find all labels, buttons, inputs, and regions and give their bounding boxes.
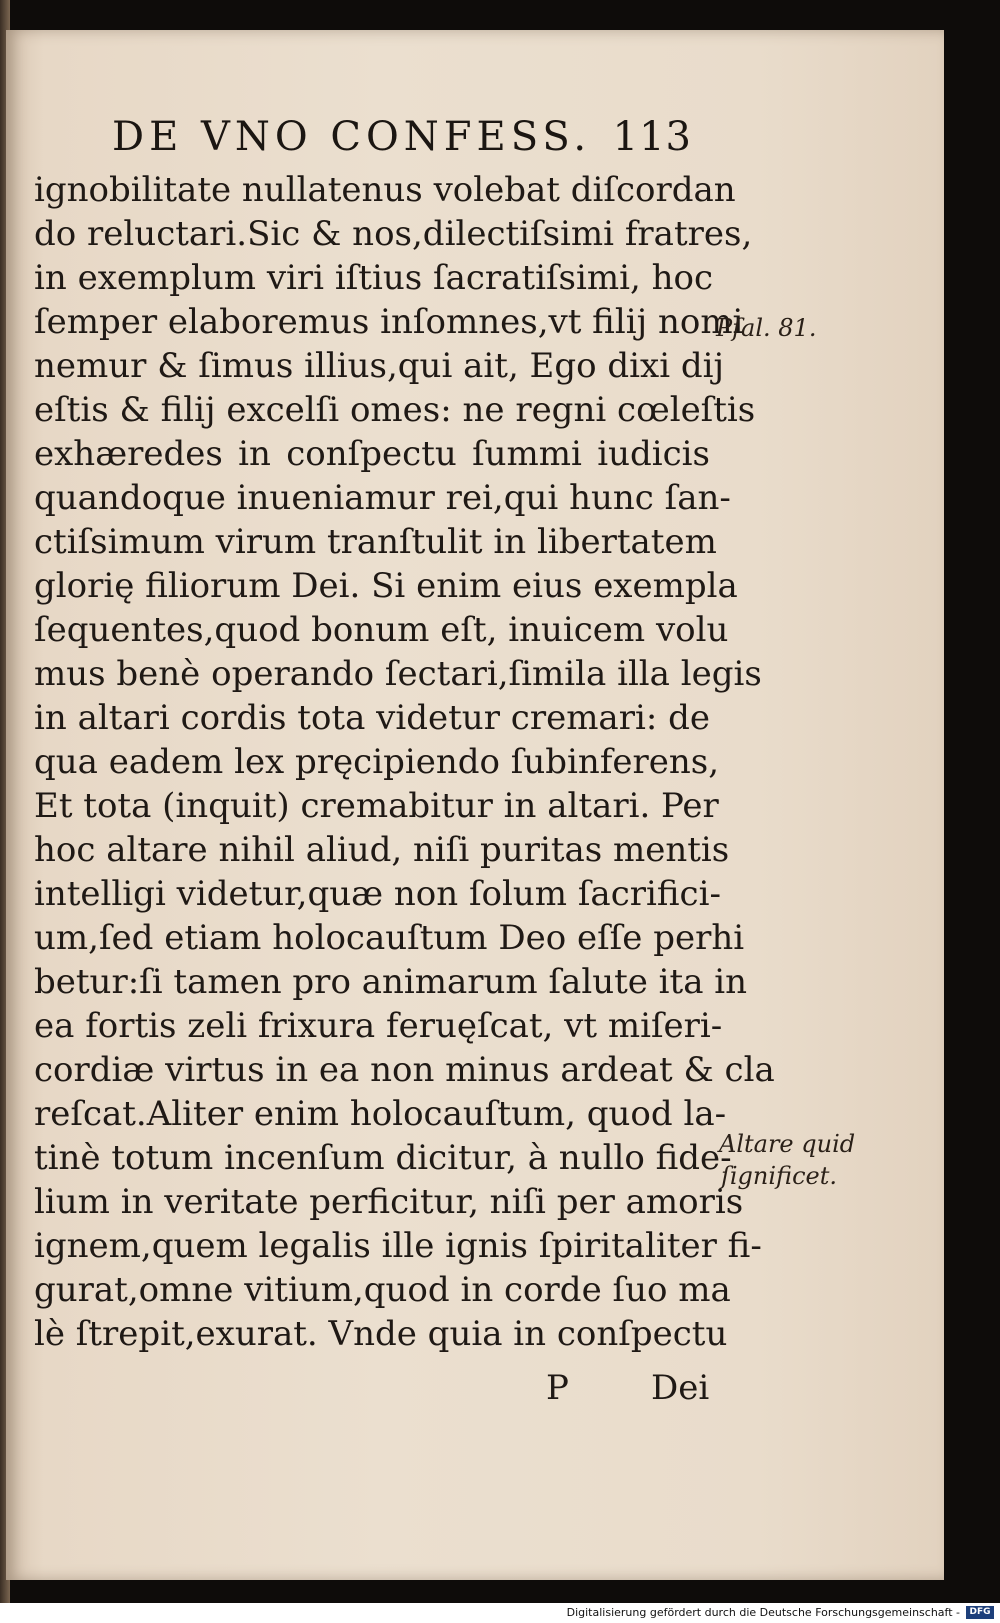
text-line: ctiſsimum virum tranſtulit in libertatem — [34, 522, 717, 562]
text-line: do reluctari.Sic & nos,dilectiſsimi fratres, — [34, 214, 753, 254]
text-line: glorię filiorum Dei. Si enim eius exempla — [34, 566, 738, 606]
text-line: gurat,omne vitium,quod in corde ſuo ma — [34, 1270, 731, 1310]
text-line: exhæredes in conſpectu ſummi iudicis — [34, 434, 710, 474]
dfg-logo: DFG — [966, 1606, 994, 1619]
text-line: in altari cordis tota videtur cremari: de — [34, 698, 710, 738]
text-line: nemur & ſimus illius,qui ait, Ego dixi dij — [34, 346, 725, 386]
running-head — [112, 114, 692, 174]
text-line: um,ſed etiam holocauſtum Deo eſſe perhi — [34, 918, 745, 958]
text-line: hoc altare nihil aliud, niſi puritas mentis — [34, 830, 730, 870]
signature-mark: P — [546, 1368, 569, 1408]
text-line: eſtis & filij excelſi omes: ne regni cœleſtis — [34, 390, 756, 430]
text-line: ſequentes,quod bonum eſt, inuicem volu — [34, 610, 729, 650]
margin-note-psalm: Pſal. 81. — [716, 314, 817, 342]
footer-bar — [0, 1603, 1000, 1623]
page-number: 113 — [612, 114, 692, 160]
text-line: betur:ſi tamen pro animarum ſalute ita in — [34, 962, 748, 1002]
text-line: ignobilitate nullatenus volebat diſcordan — [34, 170, 736, 210]
text-line: ignem,quem legalis ille ignis ſpiritaliter fi- — [34, 1226, 762, 1266]
text-line: qua eadem lex pręcipiendo ſubinferens, — [34, 742, 720, 782]
text-line: Et tota (inquit) cremabitur in altari. Per — [34, 786, 719, 826]
text-line: in exemplum viri iſtius ſacratiſsimi, hoc — [34, 258, 713, 298]
catchword: Dei — [651, 1368, 710, 1408]
margin-note-line2: ſignificet. — [721, 1162, 837, 1190]
text-line: tinè totum incenſum dicitur, à nullo fide- — [34, 1138, 732, 1178]
text-line: lè ſtrepit,exurat. Vnde quia in conſpectu — [34, 1314, 728, 1354]
text-line: quandoque inueniamur rei,qui hunc ſan- — [34, 478, 731, 518]
text-line: lium in veritate perficitur, niſi per amoris — [34, 1182, 744, 1222]
funding-credit: Digitalisierung gefördert durch die Deutsche Forschungsgemeinschaft - — [566, 1606, 960, 1619]
text-line: ſemper elaboremus inſomnes,vt filij nomi — [34, 302, 744, 342]
running-head-title: DE VNO CONFESS. — [112, 114, 592, 160]
text-line: intelligi videtur,quæ non ſolum ſacrifici- — [34, 874, 721, 914]
book-page — [6, 30, 944, 1580]
margin-note-line1: Altare quid — [719, 1130, 856, 1158]
text-line: mus benè operando ſectari,ſimila illa legis — [34, 654, 762, 694]
text-line: ea fortis zeli frixura feruęſcat, vt miſeri- — [34, 1006, 723, 1046]
text-line: cordiæ virtus in ea non minus ardeat & cla — [34, 1050, 775, 1090]
text-line: reſcat.Aliter enim holocauſtum, quod la- — [34, 1094, 727, 1134]
